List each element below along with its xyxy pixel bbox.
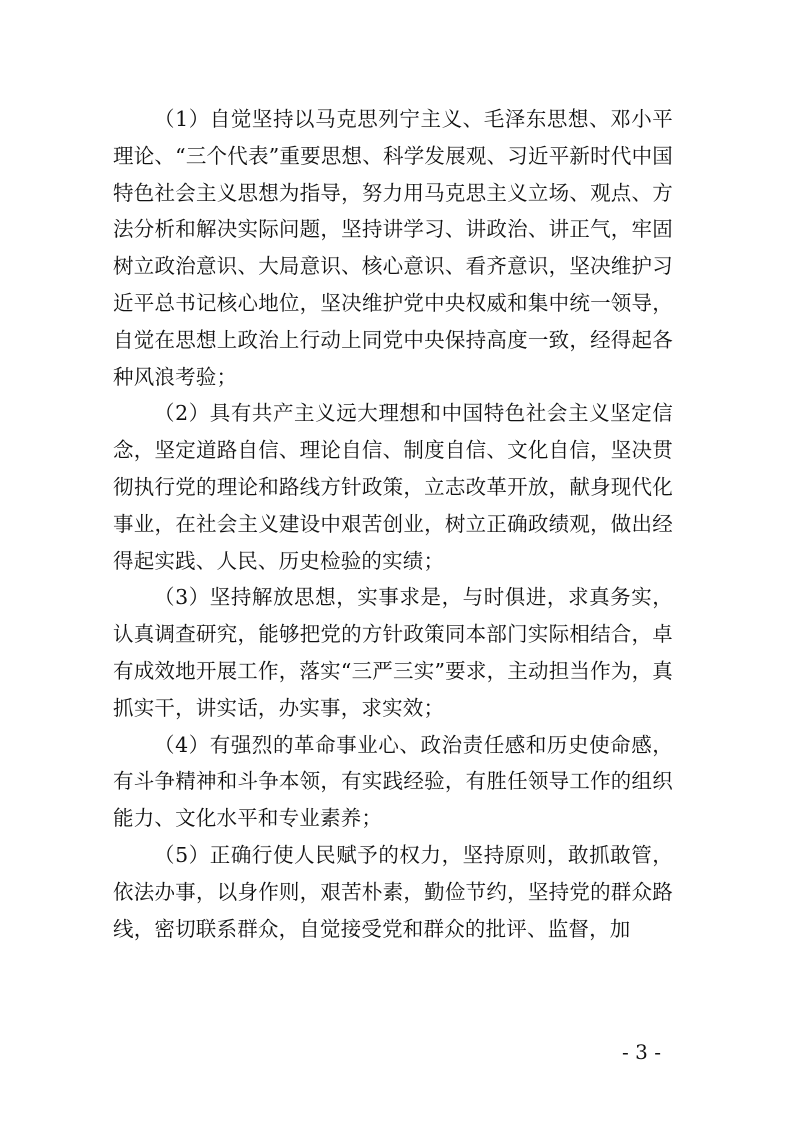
paragraph-3: （3）坚持解放思想，实事求是，与时俱进，求真务实，认真调查研究，能够把党的方针政策同本部门实际相结合，卓有成效地开展工作，落实“三严三实”要求，主动担当作为，真抓实干，讲实话，办实事，求实效； xyxy=(113,585,673,720)
paragraph-1: （1）自觉坚持以马克思列宁主义、毛泽东思想、邓小平理论、“三个代表”重要思想、科学发展观、习近平新时代中国特色社会主义思想为指导，努力用马克思主义立场、观点、方法分析和解决实际问题，坚持讲学习、讲政治、讲正气，牢固树立政治意识、大局意识、核心意识、看齐意识，坚决维护习近平总书记核心地位，坚决维护党中央权威和集中统一领导，自觉在思想上政治上行动上同党中央保持高度一致，经得起各种风浪考验； xyxy=(113,107,673,389)
page-number: - 3 - xyxy=(622,1040,661,1064)
paragraph-2: （2）具有共产主义远大理想和中国特色社会主义坚定信念，坚定道路自信、理论自信、制度自信、文化自信，坚决贯彻执行党的理论和路线方针政策，立志改革开放，献身现代化事业，在社会主义建设中艰苦创业，树立正确政绩观，做出经得起实践、人民、历史检验的实绩； xyxy=(113,401,673,573)
paragraph-4: （4）有强烈的革命事业心、政治责任感和历史使命感，有斗争精神和斗争本领，有实践经验，有胜任领导工作的组织能力、文化水平和专业素养； xyxy=(113,732,673,831)
document-body xyxy=(113,101,673,947)
paragraph-5: （5）正确行使人民赋予的权力，坚持原则，敢抓敢管，依法办事，以身作则，艰苦朴素，勤俭节约，坚持党的群众路线，密切联系群众，自觉接受党和群众的批评、监督，加 xyxy=(113,842,673,941)
